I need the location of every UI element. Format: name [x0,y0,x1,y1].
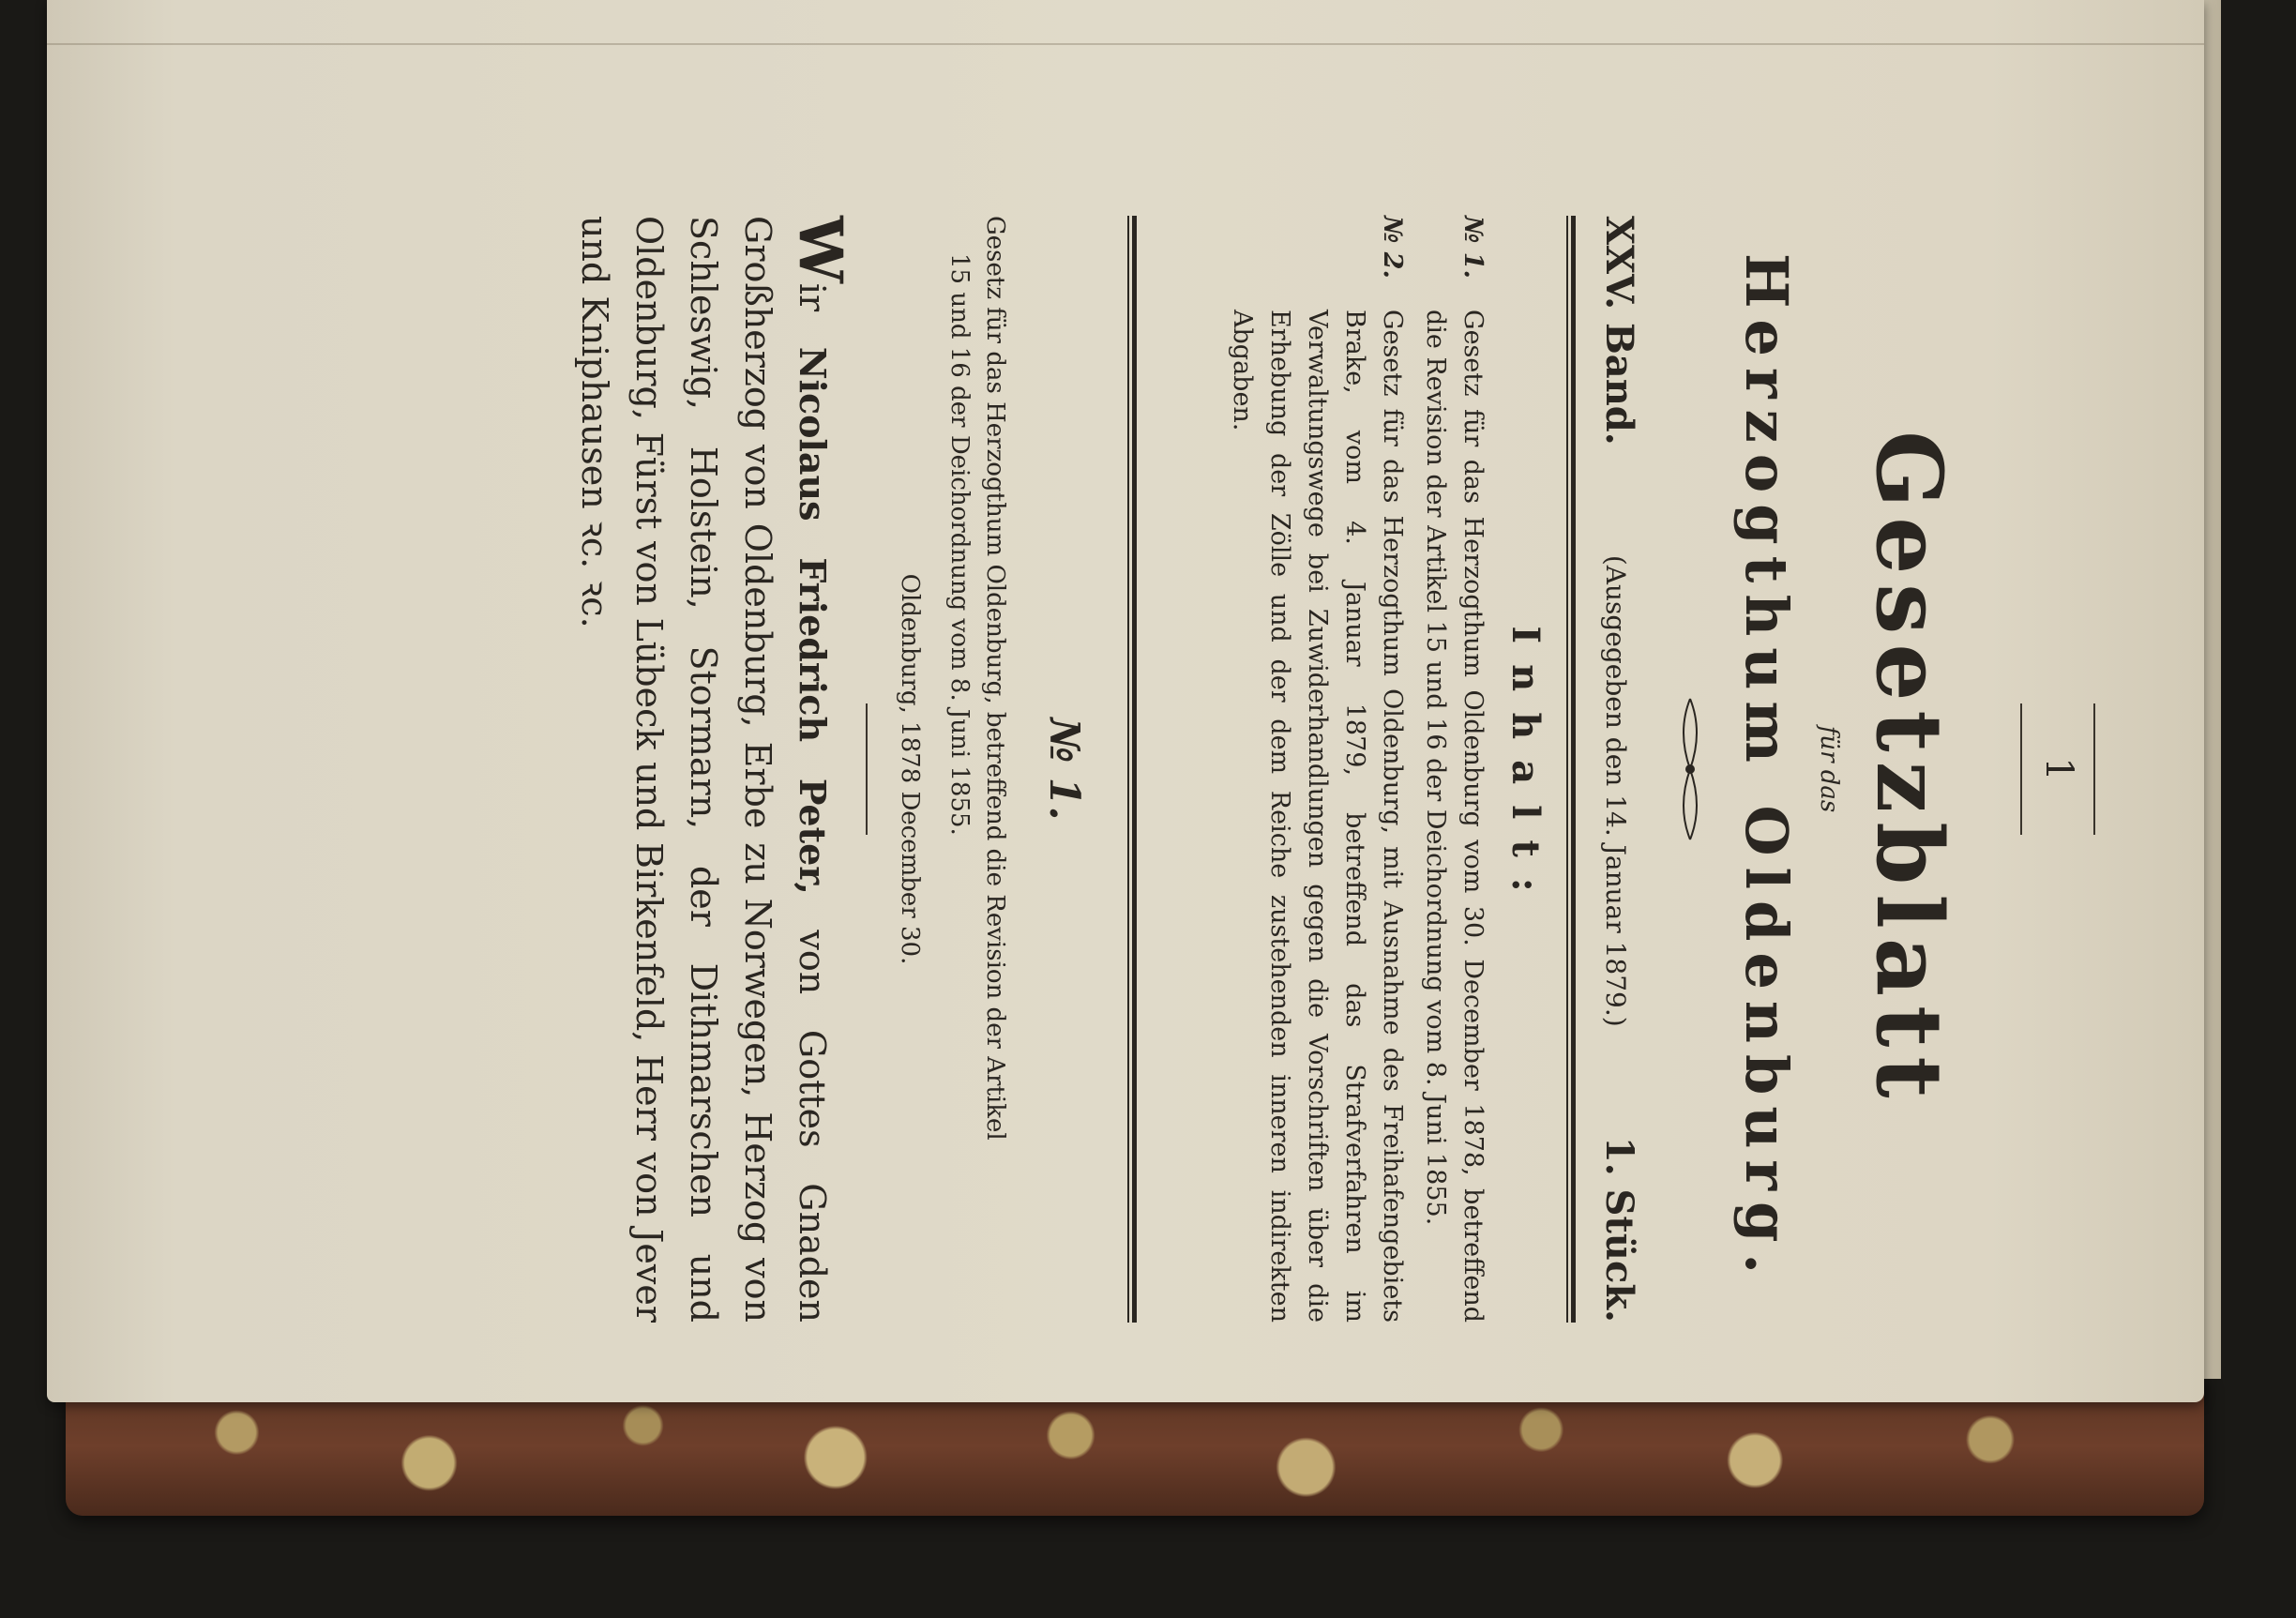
law-title [942,216,1013,1323]
gazette-title: Gesetzblatt [1856,431,1962,1108]
preamble-dropcap: W [785,216,855,283]
sovereign-name: Nicolaus Friedrich Peter, [792,346,834,895]
issue-date: (Ausgegeben den 14. Januar 1879.) [1600,554,1631,1027]
ornament-icon [1673,694,1707,844]
page-number-rule-top [2093,703,2095,835]
toc-item-number: № 1. [1458,216,1488,279]
law-number: № 1. [1040,718,1088,821]
law-date: Oldenburg, 1878 December 30. [896,573,924,965]
law-title-line1: Gesetz für das Herzogthum Oldenburg, betreffend die Revision der Artikel [981,216,1009,1141]
section-rule-bottom [1127,216,1137,1323]
volume-label: XXV. Band. [1597,216,1641,446]
page-number-rule-bottom [2020,703,2022,835]
title-connector: für das [1815,725,1843,813]
law-title-line2: 15 und 16 der Deichordnung vom 8. Juni 1855. [945,253,974,836]
page-text-block [328,216,2082,1323]
toc-item-text: Gesetz für das Herzogthum Oldenburg vom 30. December 1878, betreffend die Revision der Artikel 15 und 16 der Deichordnung vom 8. Juni 1855. [1421,310,1488,1323]
issue-number: 1. Stück. [1597,1136,1641,1323]
volume-line [1597,216,1641,1323]
toc-item [1223,216,1411,1323]
toc-item-text: Gesetz für das Herzogthum Oldenburg, mit Ausnahme des Freihafengebiets Brake, vom 4. Januar 1879, betreffend das Strafverfahren im Verwaltungswege bei Zuwiderhandlungen gegen die Vorschriften über die Erhebung der Zölle und der dem Reiche zustehenden inneren indirekten Abgaben. [1228,310,1407,1323]
toc-item-number: № 2. [1378,216,1407,279]
preamble [567,216,855,1323]
preamble-ir: ir [792,282,833,347]
binding-fold [47,43,2204,45]
section-rule-top [1566,216,1576,1323]
state-name: Herzogthum Oldenburg. [1732,252,1801,1286]
toc-item [1416,216,1491,1323]
short-divider [866,703,868,835]
contents-heading: Inhalt: [1503,626,1548,913]
table-of-contents [1217,216,1491,1323]
preamble-text: von Gottes Gnaden Großherzog von Oldenburg, Erbe zu Norwegen, Herzog von Schleswig, Holstein, Stormarn, der Dithmarschen und Oldenburg, Fürst von Lübeck und Birkenfeld, Herr von Jever und Kniphausen ꝛc. ꝛc. [574,216,833,1323]
page-number: 1 [2037,757,2080,781]
